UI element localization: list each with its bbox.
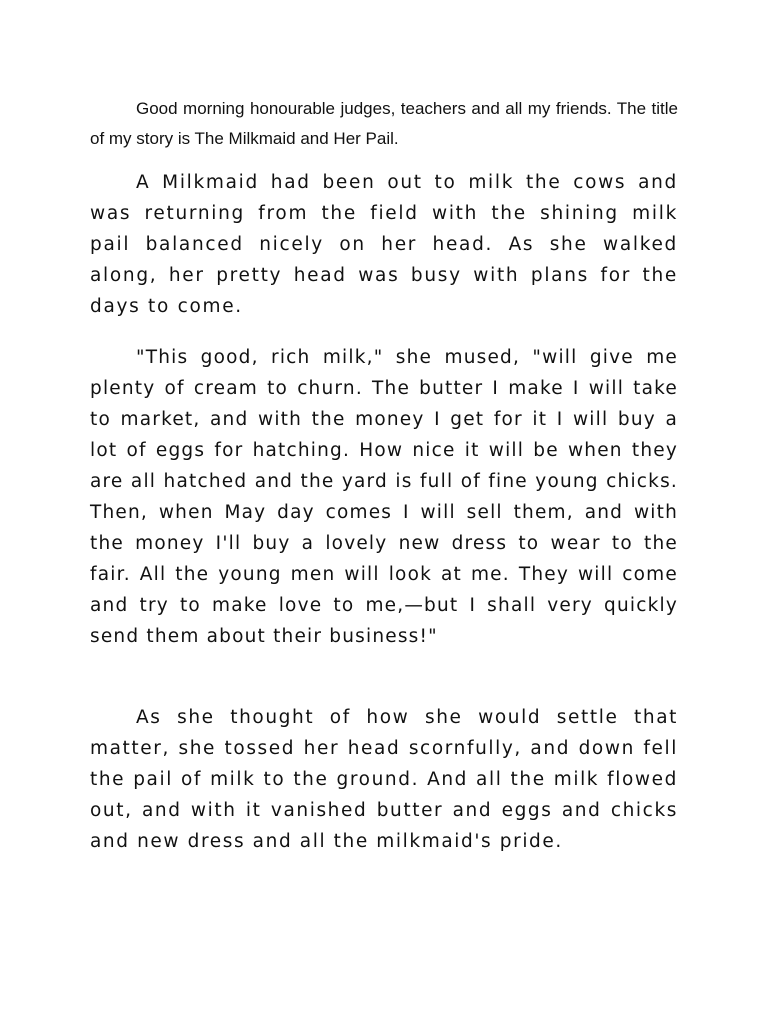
paragraph-milkmaid-plans: "This good, rich milk," she mused, "will give me plenty of cream to churn. The butter I make I will take to market, and with the money I get for it I will buy a lot of eggs for hatching. How nice it will be when they are all hatched and the yard is full of fine young chicks. Then, when May day comes I will sell them, and with the money I'll buy a lovely new dress to wear to the fair. All the young men will look at me. They will come and try to make love to me,—but I shall very quickly send them about their business!" bbox=[90, 347, 678, 647]
paragraph-introduction: Good morning honourable judges, teachers and all my friends. The title of my story is The Milkmaid and Her Pail. bbox=[90, 99, 678, 148]
paragraph-pail-falls: As she thought of how she would settle that matter, she tossed her head scornfully, and down fell the pail of milk to the ground. And all the milk flowed out, and with it vanished butter and eggs and chicks and new dress and all the milkmaid's pride. bbox=[90, 707, 678, 852]
paragraph-milkmaid-returning: A Milkmaid had been out to milk the cows and was returning from the field with the shining milk pail balanced nicely on her head. As she walked along, her pretty head was busy with plans for the days to come. bbox=[90, 172, 678, 317]
